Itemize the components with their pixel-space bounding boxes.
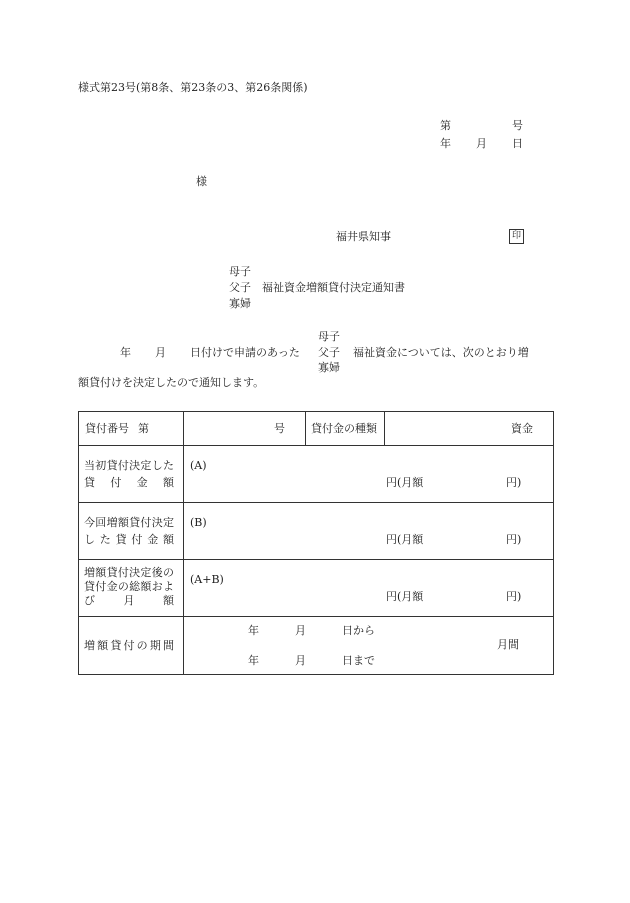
period-from-month: 月 [295, 624, 306, 637]
period-from-day: 日から [342, 624, 375, 637]
loan-number-suffix: 号 [274, 421, 285, 435]
yen-label: 円(月額 [386, 476, 424, 489]
doc-number-suffix: 号 [512, 119, 523, 132]
row-label-line: 当初貸付決定した [84, 459, 174, 472]
period-months: 月間 [497, 638, 519, 651]
seal-mark: 印 [509, 229, 524, 244]
period-to-year: 年 [248, 654, 259, 667]
body-line-2: 額貸付けを決定したので通知します。 [78, 376, 265, 389]
body-text-after: 福祉資金については、次のとおり増 [353, 346, 529, 359]
title-option-kafu: 寡婦 [229, 297, 251, 310]
loan-type-label: 貸付金の種類 [311, 421, 377, 435]
table-row [79, 503, 554, 560]
body-option-kafu: 寡婦 [318, 361, 340, 374]
title-option-boshi: 母子 [229, 265, 251, 278]
row-label-line: した貸付金額 [84, 533, 174, 546]
table-row [79, 560, 554, 617]
row-label-line: 貸付金の総額およ [84, 580, 174, 593]
row-code: (A) [190, 459, 207, 472]
row-label-line: 増額貸付決定後の [84, 566, 174, 579]
yen-end: 円) [506, 476, 522, 489]
loan-table [78, 411, 554, 675]
loan-number-label: 貸付番号 [85, 421, 129, 435]
loan-number-prefix: 第 [138, 421, 149, 435]
yen-end: 円) [506, 590, 522, 603]
row-label-line: 今回増額貸付決定 [84, 516, 174, 529]
row-code: (A+B) [190, 573, 224, 586]
row-label-line: 貸付金額 [84, 476, 174, 489]
yen-label: 円(月額 [386, 590, 424, 603]
date-month: 月 [476, 137, 487, 150]
body-year: 年 [120, 346, 131, 359]
date-year: 年 [440, 137, 451, 150]
body-day-text: 日付けで申請のあった [190, 346, 300, 359]
row-label-line: び月額 [84, 594, 174, 607]
date-day: 日 [512, 137, 523, 150]
body-option-boshi: 母子 [318, 330, 340, 343]
yen-label: 円(月額 [386, 533, 424, 546]
row-code: (B) [190, 516, 207, 529]
period-from-year: 年 [248, 624, 259, 637]
document-title: 福祉資金増額貸付決定通知書 [262, 281, 405, 294]
doc-number-prefix: 第 [440, 119, 451, 132]
period-to-month: 月 [295, 654, 306, 667]
title-option-fushi: 父子 [229, 281, 251, 294]
addressee-honorific: 様 [196, 175, 207, 188]
period-to-day: 日まで [342, 654, 375, 667]
issuer-name: 福井県知事 [336, 230, 391, 243]
form-number: 様式第23号(第8条、第23条の3、第26条関係) [78, 81, 308, 94]
table-row-period [79, 617, 554, 675]
table-row-loan-number [79, 412, 554, 446]
loan-type-suffix: 資金 [511, 421, 533, 435]
yen-end: 円) [506, 533, 522, 546]
period-label: 増額貸付の期間 [84, 638, 174, 652]
table-row [79, 446, 554, 503]
body-option-fushi: 父子 [318, 346, 340, 359]
body-month: 月 [155, 346, 166, 359]
